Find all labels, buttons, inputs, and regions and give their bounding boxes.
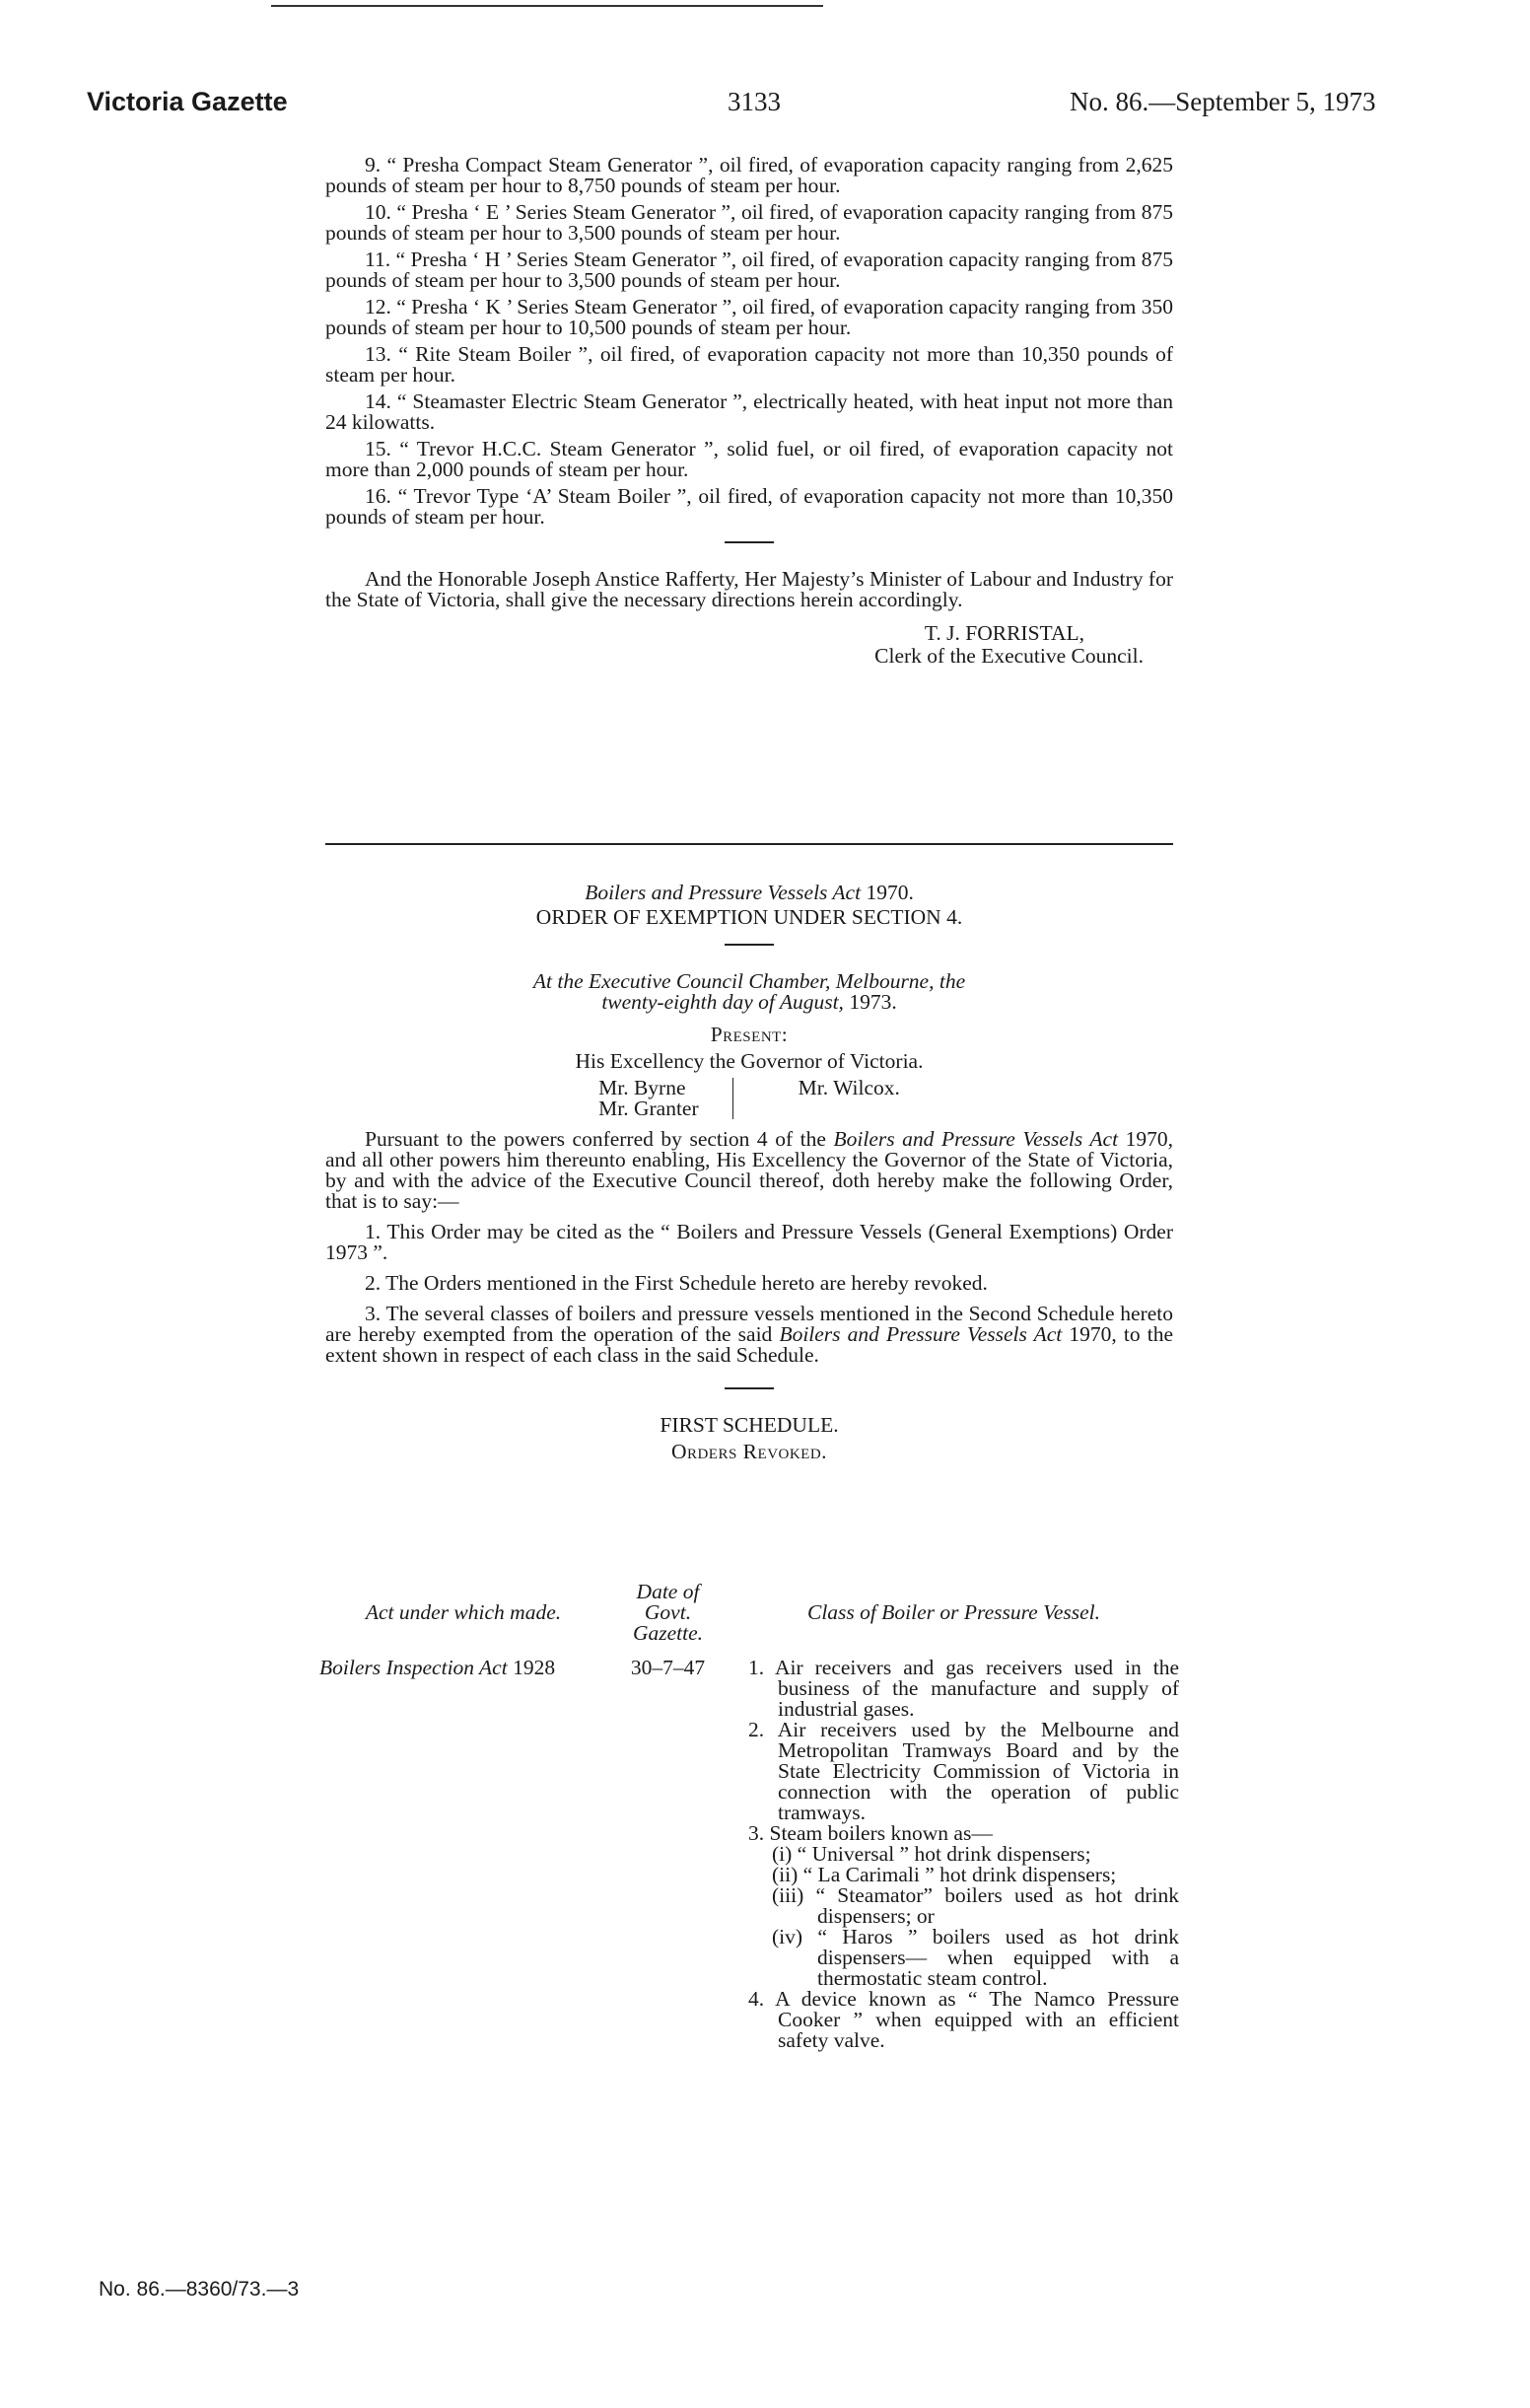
footer-reference: No. 86.—8360/73.—3 (99, 2278, 300, 2301)
top-rule (271, 5, 823, 7)
exemption-order (325, 883, 1173, 1462)
member-name: Mr. Granter (598, 1097, 699, 1120)
schedule-subentry: (i) “ Universal ” hot drink dispensers; (772, 1842, 1091, 1866)
schedule-entry: 3. Steam boilers known as— (748, 1821, 993, 1845)
order-continuation (325, 155, 1173, 668)
row-act: Boilers Inspection Act 1928 (319, 1656, 556, 1679)
member-name: Mr. Wilcox. (798, 1076, 900, 1099)
order-heading: ORDER OF EXEMPTION UNDER SECTION 4. (535, 905, 963, 929)
publication-title: Victoria Gazette (87, 87, 288, 116)
signature-block (325, 622, 1144, 668)
schedule-subtitle: Orders Revoked. (670, 1440, 828, 1463)
first-schedule-table (315, 1582, 1183, 2051)
list-item: 14. “ Steamaster Electric Steam Generator ”, electrically heated, with heat input not more than 24 kilowatts. (325, 390, 1173, 434)
direction-paragraph: And the Honorable Joseph Anstice Rafferty, Her Majesty’s Minister of Labour and Industry for the State of Victoria, shall give the necessary directions herein accordingly. (325, 567, 1173, 611)
order-clause-2: 2. The Orders mentioned in the First Schedule hereto are hereby revoked. (365, 1271, 988, 1295)
schedule-entry: 2. Air receivers used by the Melbourne and Metropolitan Tramways Board and by the State Electricity Commission of Victoria in connection with the operation of public tramways. (748, 1718, 1179, 1824)
issue-date: No. 86.—September 5, 1973 (1070, 87, 1376, 116)
row-date: 30–7–47 (630, 1656, 706, 1679)
list-item: 13. “ Rite Steam Boiler ”, oil fired, of evaporation capacity not more than 10,350 pounds of steam per hour. (325, 342, 1173, 387)
list-item: 15. “ Trevor H.C.C. Steam Generator ”, solid fuel, or oil fired, of evaporation capacity not more than 2,000 pounds of steam per hour. (325, 437, 1173, 481)
schedule-header-row (315, 1582, 1183, 1644)
signatory-name: T. J. FORRISTAL, (924, 621, 1084, 645)
section-divider (725, 541, 774, 543)
column-header-act: Act under which made. (365, 1600, 562, 1624)
order-date-line: twenty-eighth day of August, 1973. (601, 990, 897, 1014)
list-item: 12. “ Presha ‘ K ’ Series Steam Generator ”, oil fired, of evaporation capacity ranging from 350 pounds of steam per hour to 10,500 pounds of steam per hour. (325, 295, 1173, 339)
order-place-line: At the Executive Council Chamber, Melbourne, the (532, 969, 966, 993)
row-classes (725, 1658, 1183, 2051)
governor-line: His Excellency the Governor of Victoria. (575, 1049, 924, 1073)
column-header-class: Class of Boiler or Pressure Vessel. (806, 1600, 1100, 1624)
schedule-entry: 1. Air receivers and gas receivers used in the business of the manufacture and supply of industrial gases. (748, 1656, 1179, 1721)
schedule-title: FIRST SCHEDULE. (660, 1413, 839, 1437)
member-name: Mr. Byrne (598, 1076, 686, 1099)
order-clause-3: 3. The several classes of boilers and pressure vessels mentioned in the Second Schedule hereto are hereby exempted from the operation of the said Boilers and Pressure Vessels Act 1970, to the extent shown in respect of each class in the said Schedule. (325, 1302, 1173, 1367)
schedule-subentry: (ii) “ La Carimali ” hot drink dispensers; (772, 1863, 1117, 1886)
present-label: Present: (710, 1023, 789, 1046)
council-members (325, 1078, 1173, 1119)
table-row (315, 1658, 1183, 2051)
schedule-subentry: (iv) “ Haros ” boilers used as hot drink dispensers— when equipped with a thermostatic steam control. (772, 1925, 1179, 1990)
signatory-title: Clerk of the Executive Council. (874, 644, 1144, 668)
list-item: 11. “ Presha ‘ H ’ Series Steam Generator ”, oil fired, of evaporation capacity ranging from 875 pounds of steam per hour to 3,500 pounds of steam per hour. (325, 248, 1173, 292)
schedule-entry: 4. A device known as “ The Namco Pressure Cooker ” when equipped with an efficient safety valve. (748, 1987, 1179, 2052)
order-preamble: Pursuant to the powers conferred by section 4 of the Boilers and Pressure Vessels Act 1970, and all other powers him thereunto enabling, His Excellency the Governor of the State of Victoria, by and with the advice of the Executive Council thereof, doth hereby make the following Order, that is to say:— (325, 1127, 1173, 1213)
column-header-date: Date of Govt. Gazette. (632, 1580, 704, 1645)
section-rule (325, 843, 1173, 845)
page-number: 3133 (728, 87, 781, 116)
order-act-title: Boilers and Pressure Vessels Act 1970. (585, 881, 914, 904)
list-item: 9. “ Presha Compact Steam Generator ”, oil fired, of evaporation capacity ranging from 2,625 pounds of steam per hour to 8,750 pounds of steam per hour. (325, 153, 1173, 197)
order-clause-1: 1. This Order may be cited as the “ Boilers and Pressure Vessels (General Exemptions) Order 1973 ”. (325, 1220, 1173, 1264)
list-item: 10. “ Presha ‘ E ’ Series Steam Generator ”, oil fired, of evaporation capacity ranging from 875 pounds of steam per hour to 3,500 pounds of steam per hour. (325, 200, 1173, 245)
list-item: 16. “ Trevor Type ‘A’ Steam Boiler ”, oil fired, of evaporation capacity not more than 10,350 pounds of steam per hour. (325, 484, 1173, 529)
section-divider (725, 944, 774, 946)
section-divider (725, 1387, 774, 1389)
schedule-subentry: (iii) “ Steamator” boilers used as hot drink dispensers; or (772, 1883, 1179, 1928)
